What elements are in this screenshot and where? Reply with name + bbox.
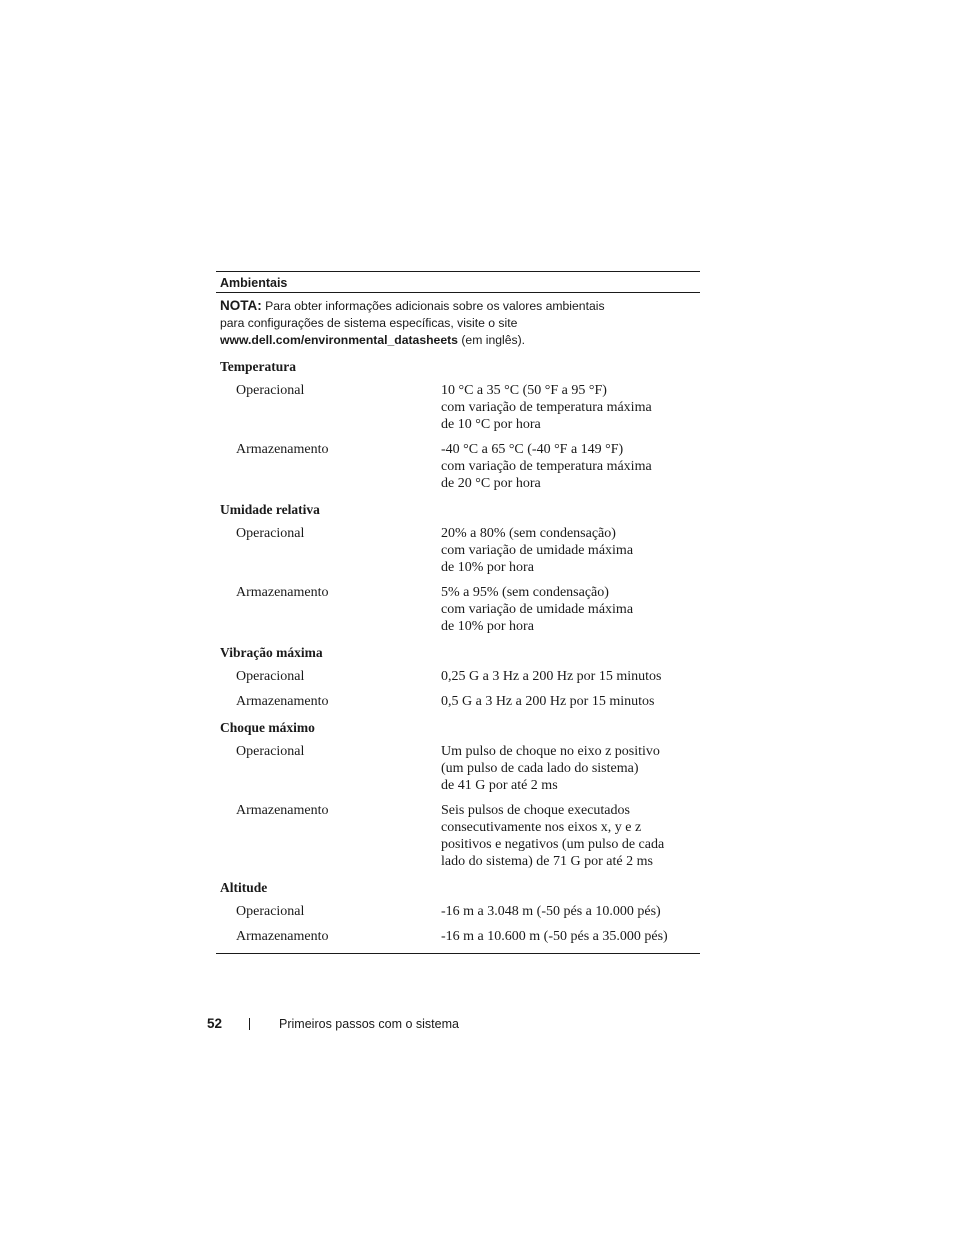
spec-value (441, 382, 700, 441)
group-title: Choque máximo (220, 720, 315, 735)
group-title: Altitude (220, 880, 268, 895)
note-line-2: para configurações de sistema específicas, visite o site (220, 316, 518, 330)
spec-row (216, 525, 700, 584)
spec-value (441, 441, 700, 500)
spec-row (216, 668, 700, 693)
spec-value (441, 693, 700, 718)
spec-value-line: com variação de temperatura máxima (441, 459, 652, 474)
group-title: Vibração máxima (220, 645, 323, 660)
note-block (216, 293, 700, 357)
spec-value-line: de 10% por hora (441, 560, 534, 575)
spec-value-line: -40 °C a 65 °C (-40 °F a 149 °F) (441, 442, 624, 457)
spec-label: Armazenamento (236, 929, 329, 944)
spec-value-line: 0,25 G a 3 Hz a 200 Hz por 15 minutos (441, 669, 662, 684)
spec-row (216, 743, 700, 802)
note-label: NOTA: (220, 298, 262, 313)
spec-value-line: de 10% por hora (441, 619, 534, 634)
spec-value-line: (um pulso de cada lado do sistema) (441, 761, 639, 776)
spec-value (441, 668, 700, 693)
spec-value (441, 525, 700, 584)
spec-label: Armazenamento (236, 585, 329, 600)
spec-value (441, 903, 700, 928)
spec-value-line: -16 m a 3.048 m (-50 pés a 10.000 pés) (441, 904, 661, 919)
spec-row (216, 802, 700, 878)
spec-value-line: de 10 °C por hora (441, 417, 541, 432)
spec-label: Operacional (236, 526, 305, 541)
spec-row (216, 928, 700, 953)
section-title: Ambientais (220, 276, 288, 290)
spec-row (216, 693, 700, 718)
spec-value-line: Seis pulsos de choque executados (441, 803, 630, 818)
spec-value-line: 5% a 95% (sem condensação) (441, 585, 609, 600)
spec-value-line: com variação de umidade máxima (441, 543, 634, 558)
environmental-spec-table (216, 271, 700, 954)
group-title: Temperatura (220, 359, 296, 374)
spec-label: Operacional (236, 383, 305, 398)
spec-value (441, 584, 700, 643)
spec-value (441, 802, 700, 878)
spec-value-line: consecutivamente nos eixos x, y e z (441, 820, 642, 835)
spec-label: Operacional (236, 904, 305, 919)
spec-value-line: 10 °C a 35 °C (50 °F a 95 °F) (441, 383, 607, 398)
bottom-rule (216, 953, 700, 954)
spec-label: Operacional (236, 669, 305, 684)
page-footer (207, 1016, 459, 1031)
spec-value-line: 0,5 G a 3 Hz a 200 Hz por 15 minutos (441, 694, 655, 709)
spec-row (216, 584, 700, 643)
spec-value-line: -16 m a 10.600 m (-50 pés a 35.000 pés) (441, 929, 668, 944)
spec-label: Operacional (236, 744, 305, 759)
note-line-1: Para obter informações adicionais sobre os valores ambientais (265, 299, 605, 313)
spec-label: Armazenamento (236, 694, 329, 709)
note-suffix: (em inglês). (461, 333, 526, 347)
spec-value-line: de 41 G por até 2 ms (441, 778, 558, 793)
spec-label: Armazenamento (236, 442, 329, 457)
spec-value-line: lado do sistema) de 71 G por até 2 ms (441, 854, 653, 869)
note-url-link[interactable]: www.dell.com/environmental_datasheets (220, 333, 458, 347)
spec-row (216, 382, 700, 441)
spec-row (216, 903, 700, 928)
spec-value (441, 928, 700, 953)
spec-value-line: positivos e negativos (um pulso de cada (441, 837, 665, 852)
spec-row (216, 441, 700, 500)
spec-value (441, 743, 700, 802)
spec-value-line: com variação de umidade máxima (441, 602, 634, 617)
spec-value-line: 20% a 80% (sem condensação) (441, 526, 616, 541)
spec-value-line: Um pulso de choque no eixo z positivo (441, 744, 660, 759)
group-title: Umidade relativa (220, 502, 320, 517)
spec-groups (216, 357, 700, 953)
spec-label: Armazenamento (236, 803, 329, 818)
chapter-title: Primeiros passos com o sistema (279, 1016, 459, 1031)
footer-separator (249, 1018, 250, 1030)
spec-value-line: com variação de temperatura máxima (441, 400, 652, 415)
spec-value-line: de 20 °C por hora (441, 476, 541, 491)
page-number: 52 (207, 1016, 223, 1031)
